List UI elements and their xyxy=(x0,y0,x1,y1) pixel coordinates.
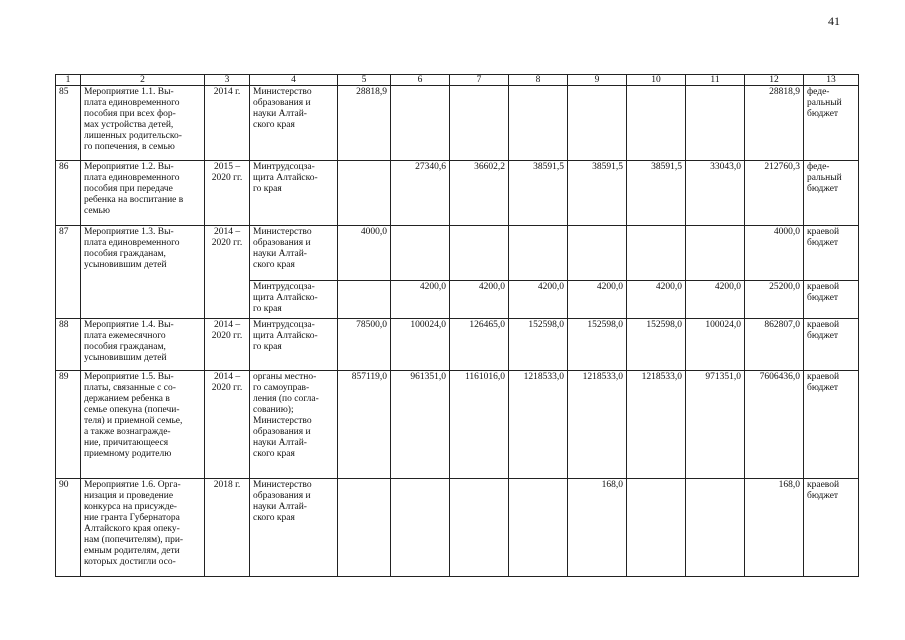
value-cell: 1218533,0 xyxy=(568,371,627,479)
funding-source: феде- ральный бюджет xyxy=(804,161,859,226)
value-cell: 961351,0 xyxy=(391,371,450,479)
period: 2014 г. xyxy=(205,86,250,161)
row-number: 87 xyxy=(56,226,81,319)
value-cell: 4200,0 xyxy=(391,281,450,319)
value-cell: 4200,0 xyxy=(568,281,627,319)
table-row xyxy=(56,226,859,281)
value-cell: 4200,0 xyxy=(686,281,745,319)
column-header: 8 xyxy=(509,75,568,86)
value-cell xyxy=(686,479,745,577)
measure-description: Мероприятие 1.4. Вы- плата ежемесячного пособия гражданам, усыновившим детей xyxy=(81,319,205,371)
value-cell xyxy=(627,479,686,577)
value-cell xyxy=(686,226,745,281)
period: 2015 – 2020 гг. xyxy=(205,161,250,226)
value-cell: 36602,2 xyxy=(450,161,509,226)
table-header-row xyxy=(56,75,859,86)
column-header: 9 xyxy=(568,75,627,86)
value-cell: 27340,6 xyxy=(391,161,450,226)
funding-source: краевой бюджет xyxy=(804,319,859,371)
total-cell: 862807,0 xyxy=(745,319,804,371)
value-cell xyxy=(568,226,627,281)
funding-source: краевой бюджет xyxy=(804,281,859,319)
measure-description: Мероприятие 1.6. Орга- низация и проведение конкурса на присужде- ние гранта Губернатора Алтайского края опеку- нам (попечителям), при- емным родителям, дети которых достигли осо- xyxy=(81,479,205,577)
table-row xyxy=(56,371,859,479)
value-cell: 78500,0 xyxy=(338,319,391,371)
budget-table xyxy=(55,74,859,577)
total-cell: 28818,9 xyxy=(745,86,804,161)
funding-source: феде- ральный бюджет xyxy=(804,86,859,161)
value-cell: 971351,0 xyxy=(686,371,745,479)
value-cell: 152598,0 xyxy=(627,319,686,371)
period: 2018 г. xyxy=(205,479,250,577)
column-header: 5 xyxy=(338,75,391,86)
measure-description: Мероприятие 1.5. Вы- платы, связанные с со- держанием ребенка в семье опекуна (попечи- теля) и приемной семье, а также вознагражде- ние, причитающееся приемному родителю xyxy=(81,371,205,479)
value-cell xyxy=(509,86,568,161)
value-cell xyxy=(450,86,509,161)
value-cell: 1161016,0 xyxy=(450,371,509,479)
total-cell: 25200,0 xyxy=(745,281,804,319)
total-cell: 4000,0 xyxy=(745,226,804,281)
value-cell: 28818,9 xyxy=(338,86,391,161)
column-header: 10 xyxy=(627,75,686,86)
value-cell: 126465,0 xyxy=(450,319,509,371)
table-row xyxy=(56,319,859,371)
page-number: 41 xyxy=(828,14,840,28)
executor: Министерство образования и науки Алтай- ского края xyxy=(250,226,338,281)
measure-description: Мероприятие 1.2. Вы- плата единовременного пособия при передаче ребенка на воспитание в семью xyxy=(81,161,205,226)
value-cell: 38591,5 xyxy=(509,161,568,226)
funding-source: краевой бюджет xyxy=(804,479,859,577)
column-header: 6 xyxy=(391,75,450,86)
executor: Министерство образования и науки Алтай- ского края xyxy=(250,479,338,577)
value-cell: 4000,0 xyxy=(338,226,391,281)
value-cell xyxy=(338,479,391,577)
funding-source: краевой бюджет xyxy=(804,226,859,281)
period: 2014 – 2020 гг. xyxy=(205,371,250,479)
column-header: 3 xyxy=(205,75,250,86)
value-cell xyxy=(509,226,568,281)
value-cell: 33043,0 xyxy=(686,161,745,226)
executor: органы местно- го самоуправ- ления (по согла- сованию); Министерство образования и науки Алтай- ского края xyxy=(250,371,338,479)
value-cell xyxy=(568,86,627,161)
value-cell xyxy=(338,161,391,226)
value-cell: 1218533,0 xyxy=(509,371,568,479)
total-cell: 212760,3 xyxy=(745,161,804,226)
value-cell: 152598,0 xyxy=(568,319,627,371)
column-header: 1 xyxy=(56,75,81,86)
executor: Минтрудсоцза- щита Алтайско- го края xyxy=(250,161,338,226)
executor: Минтрудсоцза- щита Алтайско- го края xyxy=(250,281,338,319)
table-row xyxy=(56,86,859,161)
total-cell: 168,0 xyxy=(745,479,804,577)
value-cell xyxy=(627,86,686,161)
value-cell: 857119,0 xyxy=(338,371,391,479)
column-header: 11 xyxy=(686,75,745,86)
value-cell xyxy=(338,281,391,319)
value-cell: 100024,0 xyxy=(391,319,450,371)
column-header: 4 xyxy=(250,75,338,86)
value-cell xyxy=(509,479,568,577)
row-number: 89 xyxy=(56,371,81,479)
value-cell xyxy=(391,86,450,161)
table-row xyxy=(56,161,859,226)
row-number: 88 xyxy=(56,319,81,371)
value-cell: 4200,0 xyxy=(509,281,568,319)
funding-source: краевой бюджет xyxy=(804,371,859,479)
value-cell: 100024,0 xyxy=(686,319,745,371)
column-header: 7 xyxy=(450,75,509,86)
measure-description: Мероприятие 1.1. Вы- плата единовременного пособия при всех фор- мах устройства детей, лишенных родительско- го попечения, в семью xyxy=(81,86,205,161)
measure-description: Мероприятие 1.3. Вы- плата единовременного пособия гражданам, усыновившим детей xyxy=(81,226,205,319)
column-header: 12 xyxy=(745,75,804,86)
value-cell xyxy=(391,226,450,281)
value-cell: 1218533,0 xyxy=(627,371,686,479)
value-cell xyxy=(450,226,509,281)
value-cell: 4200,0 xyxy=(450,281,509,319)
row-number: 85 xyxy=(56,86,81,161)
value-cell xyxy=(450,479,509,577)
table-row xyxy=(56,479,859,577)
row-number: 90 xyxy=(56,479,81,577)
value-cell xyxy=(627,226,686,281)
value-cell: 4200,0 xyxy=(627,281,686,319)
value-cell: 152598,0 xyxy=(509,319,568,371)
total-cell: 7606436,0 xyxy=(745,371,804,479)
executor: Министерство образования и науки Алтай- ского края xyxy=(250,86,338,161)
period: 2014 – 2020 гг. xyxy=(205,319,250,371)
period: 2014 – 2020 гг. xyxy=(205,226,250,319)
value-cell: 168,0 xyxy=(568,479,627,577)
value-cell: 38591,5 xyxy=(568,161,627,226)
row-number: 86 xyxy=(56,161,81,226)
column-header: 2 xyxy=(81,75,205,86)
value-cell: 38591,5 xyxy=(627,161,686,226)
value-cell xyxy=(391,479,450,577)
value-cell xyxy=(686,86,745,161)
executor: Минтрудсоцза- щита Алтайско- го края xyxy=(250,319,338,371)
column-header: 13 xyxy=(804,75,859,86)
